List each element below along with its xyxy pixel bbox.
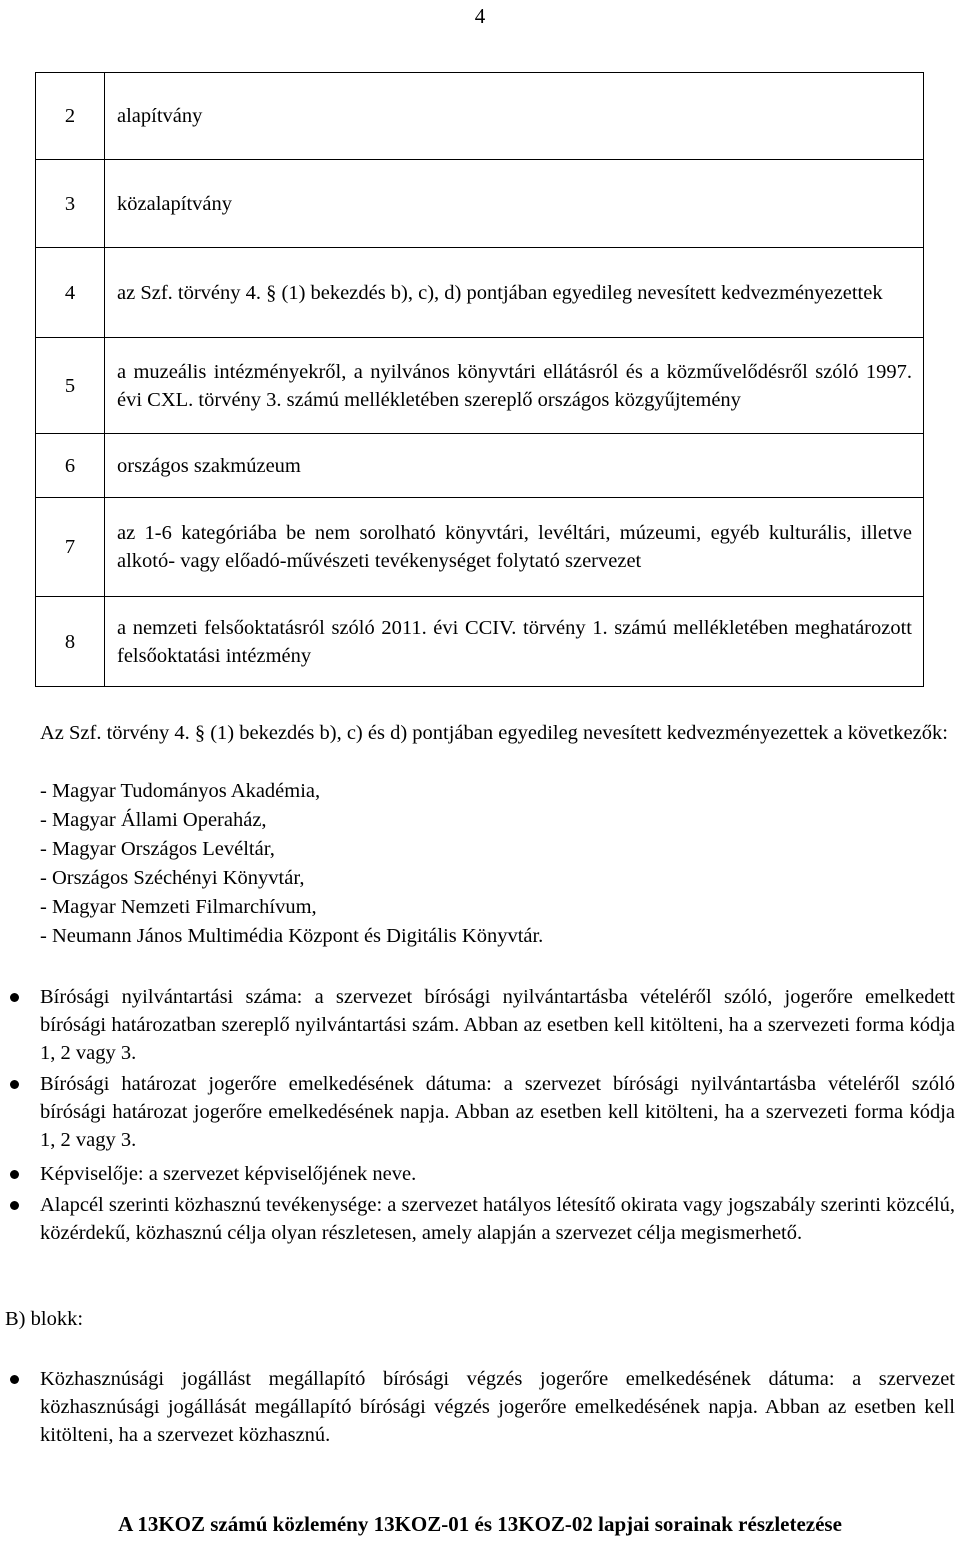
code-cell: 3 <box>36 160 105 248</box>
list-item: - Magyar Országos Levéltár, <box>40 838 275 860</box>
code-cell: 7 <box>36 498 105 597</box>
list-item: - Magyar Állami Operaház, <box>40 809 267 831</box>
list-item: - Magyar Tudományos Akadémia, <box>40 780 321 802</box>
description-cell: a nemzeti felsőoktatásról szóló 2011. évi CCIV. törvény 1. számú mellékletében meghatározott felsőoktatási intézmény <box>105 597 924 687</box>
intro-paragraph: Az Szf. törvény 4. § (1) bekezdés b), c) és d) pontjában egyedileg nevesített kedvezményezettek a következők: <box>40 722 948 744</box>
bullet-item <box>10 983 955 1067</box>
table-row <box>36 73 924 160</box>
description-cell: a muzeális intézményekről, a nyilvános könyvtári ellátásról és a közművelődésről szóló 1997. évi CXL. törvény 3. számú mellékletében szereplő országos közgyűjtemény <box>105 338 924 434</box>
bullet-text: Alapcél szerinti közhasznú tevékenysége: a szervezet hatályos létesítő okirata vagy jogszabály szerinti közcélú, közérdekű, közhasznú célja olyan részletesen, amely alapján a szervezet célja megismerhető. <box>40 1194 955 1244</box>
organization-form-code-table <box>35 72 924 687</box>
bullet-icon <box>10 1170 19 1179</box>
bullet-icon <box>10 1201 19 1210</box>
page-number: 4 <box>474 4 486 28</box>
bullet-text: Képviselője: a szervezet képviselőjének neve. <box>40 1163 417 1185</box>
description-cell: közalapítvány <box>105 160 924 248</box>
table-row <box>36 597 924 687</box>
bullet-icon <box>10 1375 19 1384</box>
table-row <box>36 338 924 434</box>
list-item: - Országos Széchényi Könyvtár, <box>40 867 305 889</box>
bullet-item <box>10 1070 955 1154</box>
bullet-text: Bírósági nyilvántartási száma: a szervezet bírósági nyilvántartásba vételéről szóló, jogerőre emelkedett bírósági határozatban szereplő nyilvántartási szám. Abban az esetben kell kitölteni, ha a szervezeti forma kódja 1, 2 vagy 3. <box>40 986 955 1064</box>
bullet-item <box>10 1191 955 1247</box>
code-cell: 6 <box>36 434 105 498</box>
code-cell: 5 <box>36 338 105 434</box>
list-item: - Magyar Nemzeti Filmarchívum, <box>40 896 317 918</box>
code-cell: 2 <box>36 73 105 160</box>
description-cell: az 1-6 kategóriába be nem sorolható könyvtári, levéltári, múzeumi, egyéb kulturális, illetve alkotó- vagy előadó-művészeti tevékenységet folytató szervezet <box>105 498 924 597</box>
block-b-heading: B) blokk: <box>5 1308 84 1330</box>
table-row <box>36 160 924 248</box>
table-row <box>36 498 924 597</box>
description-cell: országos szakmúzeum <box>105 434 924 498</box>
bullet-text: Közhasznúsági jogállást megállapító bírósági végzés jogerőre emelkedésének dátuma: a szervezet közhasznúsági jogállását megállapító bírósági végzés jogerőre emelkedésének napja. Abban az esetben kell kitölteni, ha a szervezet közhasznú. <box>40 1368 955 1446</box>
bullet-item <box>10 1365 955 1449</box>
section-heading: A 13KOZ számú közlemény 13KOZ-01 és 13KOZ-02 lapjai sorainak részletezése <box>118 1512 842 1536</box>
description-cell: alapítvány <box>105 73 924 160</box>
code-cell: 4 <box>36 248 105 338</box>
list-item: - Neumann János Multimédia Központ és Digitális Könyvtár. <box>40 925 544 947</box>
table-row <box>36 434 924 498</box>
bullet-icon <box>10 993 19 1002</box>
table-row <box>36 248 924 338</box>
bullet-item <box>10 1160 955 1188</box>
code-cell: 8 <box>36 597 105 687</box>
bullet-text: Bírósági határozat jogerőre emelkedésének dátuma: a szervezet bírósági nyilvántartásba vételéről szóló bírósági határozat jogerőre emelkedésének napja. Abban az esetben kell kitölteni, ha a szervezeti forma kódja 1, 2 vagy 3. <box>40 1073 955 1151</box>
description-cell: az Szf. törvény 4. § (1) bekezdés b), c), d) pontjában egyedileg nevesített kedvezményezettek <box>105 248 924 338</box>
bullet-icon <box>10 1080 19 1089</box>
